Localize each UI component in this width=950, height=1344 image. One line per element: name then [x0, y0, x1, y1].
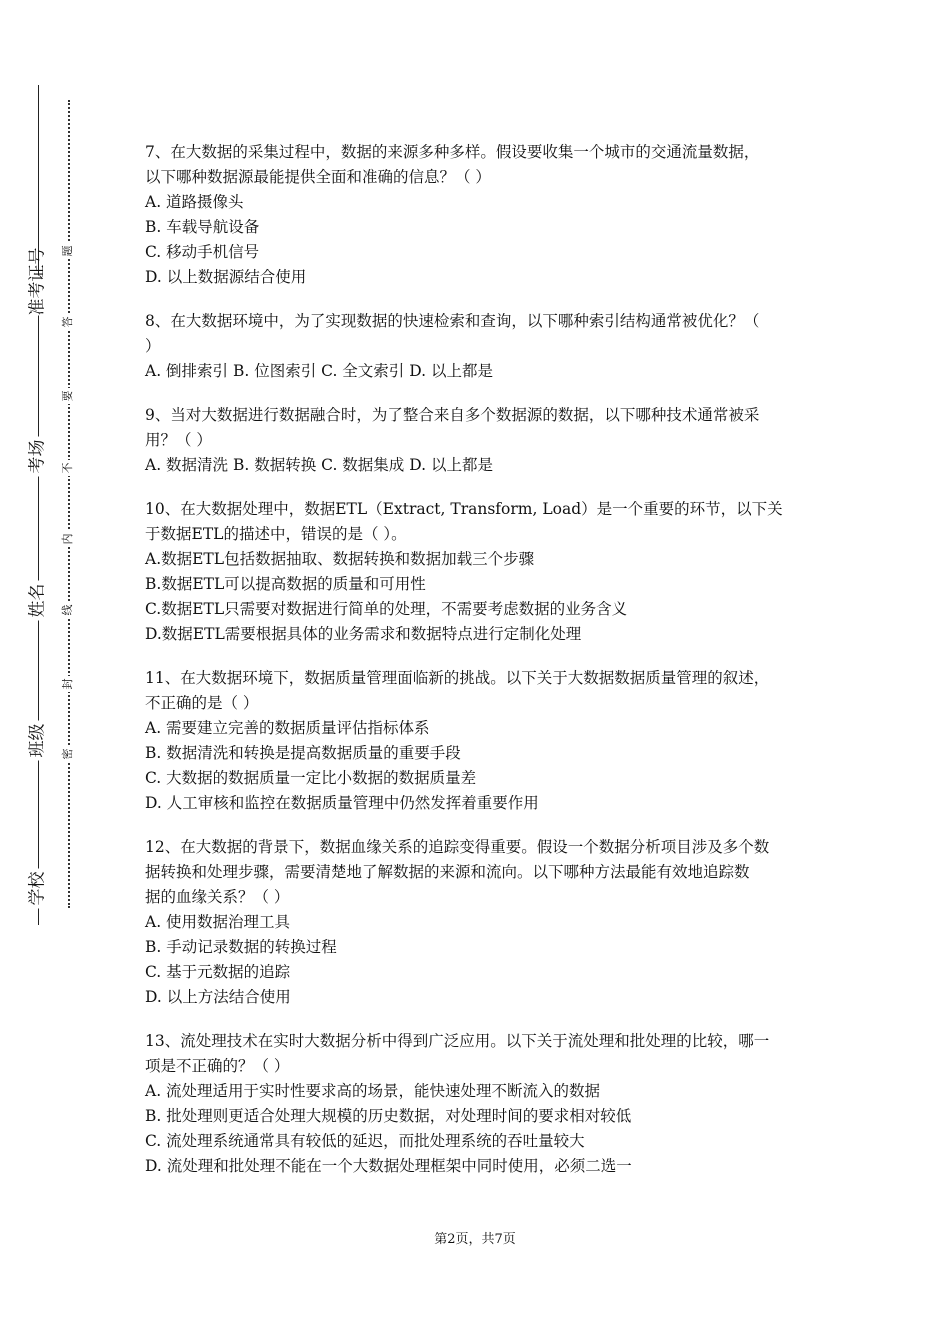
options-inline: A. 数据清洗 B. 数据转换 C. 数据集成 D. 以上都是 — [145, 456, 493, 474]
seal-char: 线 — [62, 602, 74, 618]
label-class: 班级 — [30, 721, 47, 761]
seal-char: 内 — [62, 531, 74, 547]
option-b: B. 手动记录数据的转换过程 — [145, 938, 337, 956]
question-stem: 项是不正确的？（ ） — [145, 1057, 290, 1075]
options-inline: A. 倒排索引 B. 位图索引 C. 全文索引 D. 以上都是 — [145, 362, 493, 380]
question-stem: 9、当对大数据进行数据融合时，为了整合来自多个数据源的数据，以下哪种技术通常被采 — [145, 406, 760, 424]
question-stem: ） — [145, 337, 161, 355]
question-stem: 用？（ ） — [145, 431, 212, 449]
option-d: D. 以上数据源结合使用 — [145, 268, 307, 286]
question-stem: 于数据ETL的描述中，错误的是（ ）。 — [145, 525, 407, 543]
question-stem: 据的血缘关系？（ ） — [145, 888, 290, 906]
option-b: B. 车载导航设备 — [145, 218, 260, 236]
question-stem: 12、在大数据的背景下，数据血缘关系的追踪变得重要。假设一个数据分析项目涉及多个数 — [145, 838, 770, 856]
question-stem: 7、在大数据的采集过程中，数据的来源多种多样。假设要收集一个城市的交通流量数据， — [145, 143, 760, 161]
label-exam-room: 考场 — [30, 437, 47, 477]
option-a: A. 使用数据治理工具 — [145, 913, 291, 931]
binding-margin — [0, 0, 110, 1344]
label-exam-number: 准考证号 — [27, 247, 48, 316]
seal-char: 封 — [62, 676, 74, 692]
option-c: C. 大数据的数据质量一定比小数据的数据质量差 — [145, 769, 477, 787]
question-stem: 13、流处理技术在实时大数据分析中得到广泛应用。以下关于流处理和批处理的比较，哪一 — [145, 1032, 770, 1050]
question-stem: 11、在大数据环境下，数据质量管理面临新的挑战。以下关于大数据数据质量管理的叙述， — [145, 669, 770, 687]
binding-solid-line — [38, 85, 39, 925]
question-13 — [145, 1029, 813, 1179]
question-10 — [145, 497, 813, 647]
option-a: A.数据ETL包括数据抽取、数据转换和数据加载三个步骤 — [145, 550, 535, 568]
page-number-footer: 第2页，共7页 — [434, 1232, 516, 1247]
seal-char: 不 — [62, 460, 74, 476]
question-11 — [145, 666, 813, 816]
label-name: 姓名 — [30, 581, 47, 621]
question-stem: 8、在大数据环境中，为了实现数据的快速检索和查询，以下哪种索引结构通常被优化？（ — [145, 312, 760, 330]
question-stem: 不正确的是（ ） — [145, 694, 259, 712]
option-d: D. 人工审核和监控在数据质量管理中仍然发挥着重要作用 — [145, 794, 539, 812]
question-stem: 据转换和处理步骤，需要清楚地了解数据的来源和流向。以下哪种方法最能有效地追踪数 — [145, 863, 750, 881]
option-c: C.数据ETL只需要对数据进行简单的处理，不需要考虑数据的业务含义 — [145, 600, 628, 618]
option-d: D.数据ETL需要根据具体的业务需求和数据特点进行定制化处理 — [145, 625, 582, 643]
seal-char: 题 — [62, 243, 74, 259]
option-b: B. 数据清洗和转换是提高数据质量的重要手段 — [145, 744, 461, 762]
option-a: A. 流处理适用于实时性要求高的场景，能快速处理不断流入的数据 — [145, 1082, 601, 1100]
question-12 — [145, 835, 813, 1010]
option-a: A. 道路摄像头 — [145, 193, 244, 211]
option-c: C. 移动手机信号 — [145, 243, 260, 261]
binding-dotted-line — [68, 100, 70, 908]
question-9 — [145, 403, 813, 478]
option-d: D. 以上方法结合使用 — [145, 988, 291, 1006]
option-a: A. 需要建立完善的数据质量评估指标体系 — [145, 719, 430, 737]
seal-char: 要 — [62, 388, 74, 404]
question-list — [145, 140, 813, 1198]
option-b: B. 批处理则更适合处理大规模的历史数据，对处理时间的要求相对较低 — [145, 1107, 632, 1125]
question-stem: 10、在大数据处理中，数据ETL（Extract, Transform, Load）是一个重要的环节，以下关 — [145, 500, 783, 518]
seal-char: 答 — [62, 314, 74, 330]
option-c: C. 流处理系统通常具有较低的延迟，而批处理系统的吞吐量较大 — [145, 1132, 585, 1150]
option-d: D. 流处理和批处理不能在一个大数据处理框架中同时使用，必须二选一 — [145, 1157, 632, 1175]
seal-char: 密 — [62, 746, 74, 762]
question-stem: 以下哪种数据源最能提供全面和准确的信息？（ ） — [145, 168, 491, 186]
question-7 — [145, 140, 813, 290]
question-8 — [145, 309, 813, 384]
option-b: B.数据ETL可以提高数据的质量和可用性 — [145, 575, 426, 593]
option-c: C. 基于元数据的追踪 — [145, 963, 291, 981]
label-school: 学校 — [30, 869, 47, 909]
